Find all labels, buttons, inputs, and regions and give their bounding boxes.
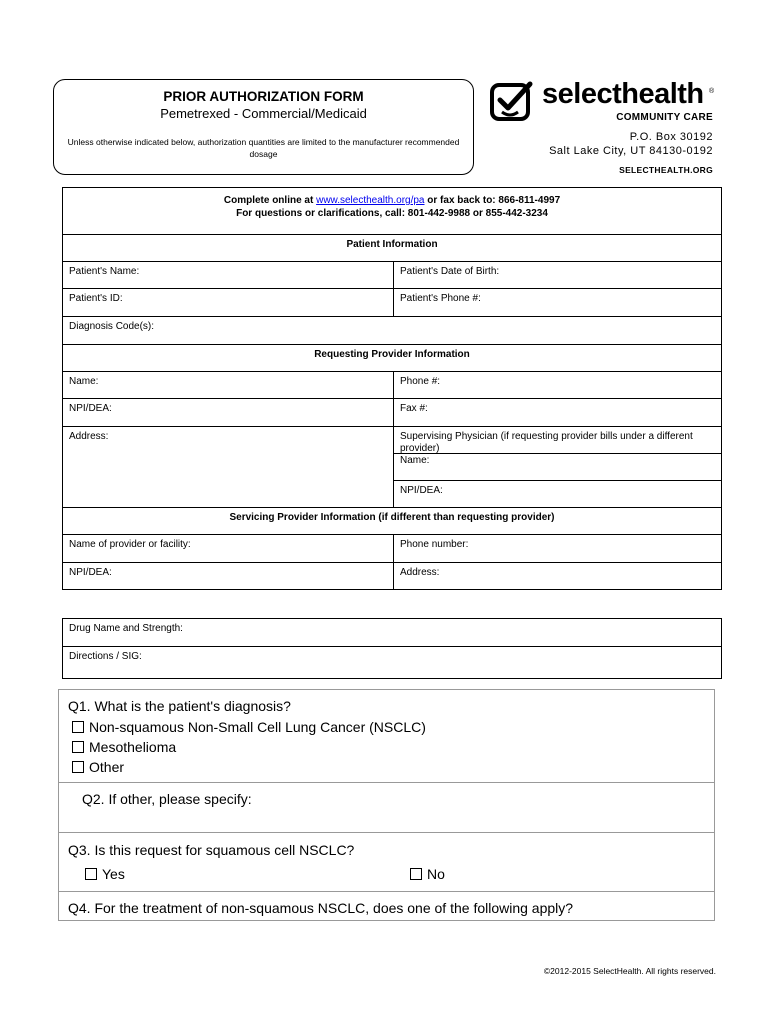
checkbox-icon[interactable]	[72, 721, 84, 733]
question-2: Q2. If other, please specify:	[82, 791, 252, 807]
option-nsclc-label: Non-squamous Non-Small Cell Lung Cancer (NSCLC)	[89, 719, 426, 735]
patient-dob-field[interactable]: Patient's Date of Birth:	[400, 266, 500, 277]
drug-name-field[interactable]: Drug Name and Strength:	[69, 623, 183, 634]
servicing-npi-field[interactable]: NPI/DEA:	[63, 563, 394, 589]
address-line2: Salt Lake City, UT 84130-0192	[549, 145, 713, 157]
requesting-npi-field[interactable]: NPI/DEA:	[63, 399, 394, 426]
brand-subline: COMMUNITY CARE	[616, 112, 713, 123]
diagnosis-code-field[interactable]: Diagnosis Code(s):	[69, 321, 155, 332]
question-3: Q3. Is this request for squamous cell NSCLC?	[68, 842, 355, 858]
copyright-footer: ©2012-2015 SelectHealth. All rights reserved.	[543, 966, 716, 976]
servicing-address-field[interactable]: Address:	[400, 567, 440, 578]
checkbox-icon[interactable]	[410, 868, 422, 880]
directions-field[interactable]: Directions / SIG:	[69, 651, 142, 662]
option-yes[interactable]	[85, 866, 125, 882]
option-mesothelioma[interactable]	[72, 739, 176, 755]
dosage-note: Unless otherwise indicated below, authorization quantities are limited to the manufacturer recommended dosage	[67, 137, 460, 159]
question-1: Q1. What is the patient's diagnosis?	[68, 698, 291, 714]
patient-info-heading: Patient Information	[346, 239, 438, 250]
checkbox-icon[interactable]	[72, 741, 84, 753]
requesting-address-field[interactable]: Address:	[63, 427, 394, 507]
servicing-name-field[interactable]: Name of provider or facility:	[63, 535, 394, 562]
online-pa-link[interactable]: www.selecthealth.org/pa	[316, 195, 425, 206]
requesting-provider-heading: Requesting Provider Information	[314, 349, 470, 360]
patient-id-field[interactable]: Patient's ID:	[63, 289, 394, 316]
contact-instructions	[63, 188, 721, 234]
patient-name-field[interactable]: Patient's Name:	[63, 262, 394, 288]
provider-info-table	[62, 187, 722, 590]
option-yes-label: Yes	[102, 866, 125, 882]
option-no[interactable]	[410, 866, 445, 882]
questions-section	[58, 689, 715, 921]
drug-info-table	[62, 618, 722, 679]
option-no-label: No	[427, 866, 445, 882]
requesting-fax-field[interactable]: Fax #:	[400, 403, 428, 414]
address-line1: P.O. Box 30192	[629, 131, 713, 143]
supervising-name-field[interactable]: Name:	[394, 454, 721, 481]
form-title: PRIOR AUTHORIZATION FORM	[163, 89, 364, 104]
requesting-phone-field[interactable]: Phone #:	[400, 376, 441, 387]
brand-name: selecthealth	[542, 78, 704, 110]
option-other-label: Other	[89, 759, 125, 775]
brand-website: SELECTHEALTH.ORG	[619, 165, 713, 175]
requesting-name-field[interactable]: Name:	[63, 372, 394, 398]
patient-phone-field[interactable]: Patient's Phone #:	[400, 293, 481, 304]
form-title-box	[53, 79, 474, 175]
fax-number: or fax back to: 866-811-4997	[424, 195, 561, 206]
option-nsclc[interactable]	[72, 719, 426, 735]
supervising-npi-field[interactable]: NPI/DEA:	[400, 485, 443, 496]
servicing-phone-field[interactable]: Phone number:	[400, 539, 469, 550]
option-mesothelioma-label: Mesothelioma	[89, 739, 177, 755]
supervising-physician-block	[394, 427, 721, 507]
checkbox-icon[interactable]	[85, 868, 97, 880]
supervising-physician-label: Supervising Physician (if requesting provider bills under a different provider)	[394, 427, 721, 454]
servicing-provider-heading: Servicing Provider Information (if different than requesting provider)	[229, 512, 555, 523]
question-4: Q4. For the treatment of non-squamous NSCLC, does one of the following apply?	[68, 900, 574, 916]
option-other[interactable]	[72, 759, 124, 775]
registered-mark: ®	[709, 88, 715, 95]
phone-numbers: For questions or clarifications, call: 801-442-9988 or 855-442-3234	[236, 208, 548, 219]
form-subtitle: Pemetrexed - Commercial/Medicaid	[160, 106, 367, 121]
checkbox-icon[interactable]	[72, 761, 84, 773]
contact-prefix: Complete online at	[223, 195, 317, 206]
